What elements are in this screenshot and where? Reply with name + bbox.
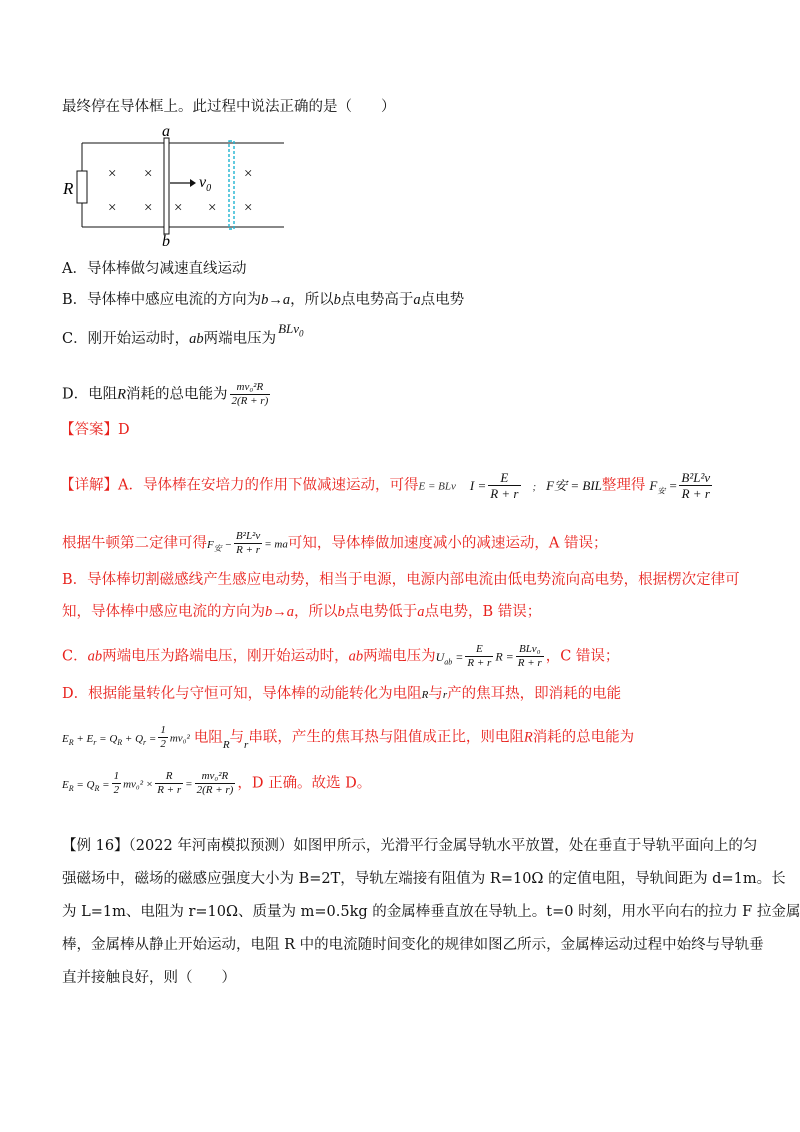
conductor-rod [164, 138, 169, 234]
option-a: A．导体棒做匀减速直线运动 [62, 261, 247, 277]
explanation-line-1: 【详解】A．导体棒在安培力的作用下做减速运动，可得E = BLv I = $\frac{E}{R + r}$ ; F安 = BIL整理得 $F_安$ = $\frac{\text{B²L²v}}{R + r}$ [60, 470, 711, 501]
explanation-line-4: 知，导体棒中感应电流的方向为b→a，所以b点电势低于a点电势，B 错误； [62, 604, 542, 620]
option-c: C．刚开始运动时，ab两端电压为BLv$_0$ [62, 321, 304, 347]
explanation-line-5: C．ab两端电压为路端电压，刚开始运动时，ab两端电压为$U_{ab}$ = $\frac{E}{R + r}$ R = $\frac{\text{BLv₀}}{R + r}$ ，C 错误； [62, 643, 620, 669]
field-cross: × [144, 200, 153, 216]
field-cross: × [144, 166, 153, 182]
velocity-label: $v_0$ [199, 174, 212, 194]
rod-label-b: b [162, 233, 170, 248]
field-cross: × [108, 166, 117, 182]
circuit-figure [62, 124, 292, 248]
rod-label-a: a [162, 124, 170, 140]
explanation-line-7: $E_R + E_r = Q_R + Q_r$ = $\frac{1}{2}$ mv₀² 电阻$_R$与$_r$串联，产生的焦耳热与阻值成正比，则电阻R消耗的总电能为 [62, 724, 635, 751]
example-line-4: 棒，金属棒从静止开始运动，电阻 R 中的电流随时间变化的规律如图乙所示，金属棒运动过程中始终与导轨垂 [62, 937, 764, 953]
explanation-line-2: 根据牛顿第二定律可得$F_安$ − $\frac{\text{B²L²v}}{R + r}$ = ma可知，导体棒做加速度减小的减速运动，A 错误； [62, 530, 608, 556]
example-line-3: 为 L=1m、电阻为 r=10Ω、质量为 m=0.5kg 的金属棒垂直放在导轨上。t=0 时刻，用水平向右的拉力 F 拉金属 [62, 904, 800, 920]
explanation-line-3: B．导体棒切割磁感线产生感应电动势，相当于电源，电源内部电流由低电势流向高电势，根据楞次定律可 [62, 572, 740, 588]
example-line-5: 直并接触良好，则（ ） [62, 970, 236, 986]
field-cross: × [244, 166, 253, 182]
resistor-label: R [63, 179, 74, 198]
explanation-line-8: $E_R = Q_R$ = $\frac{1}{2}$ mv₀² × $\frac{R}{R + r}$ = $\frac{\text{mv₀²R}}{2(R + r)}$ ，D 正确。故选 D。 [62, 770, 372, 796]
field-cross: × [174, 200, 183, 216]
final-position-marker [229, 141, 234, 229]
field-cross: × [208, 200, 217, 216]
option-b: B．导体棒中感应电流的方向为b→a，所以b点电势高于a点电势 [62, 292, 465, 308]
question-intro: 最终停在导体框上。此过程中说法正确的是（ ） [62, 99, 396, 115]
field-cross: × [244, 200, 253, 216]
resistor [77, 171, 87, 203]
example-line-2: 强磁场中，磁场的磁感应强度大小为 B=2T，导轨左端接有阻值为 R=10Ω 的定值电阻，导轨间距为 d=1m。长 [62, 871, 786, 887]
answer: 【答案】D [60, 422, 130, 438]
example-line-1: 【例 16】（2022 年河南模拟预测）如图甲所示，光滑平行金属导轨水平放置，处在垂直于导轨平面向上的匀 [62, 838, 758, 854]
explanation-line-6: D．根据能量转化与守恒可知，导体棒的动能转化为电阻R与r产的焦耳热，即消耗的电能 [62, 686, 622, 702]
field-cross: × [108, 200, 117, 216]
option-d: D．电阻R消耗的总电能为 $\frac{\text{mv₀²R}}{2(R + r)}$ [62, 381, 269, 407]
